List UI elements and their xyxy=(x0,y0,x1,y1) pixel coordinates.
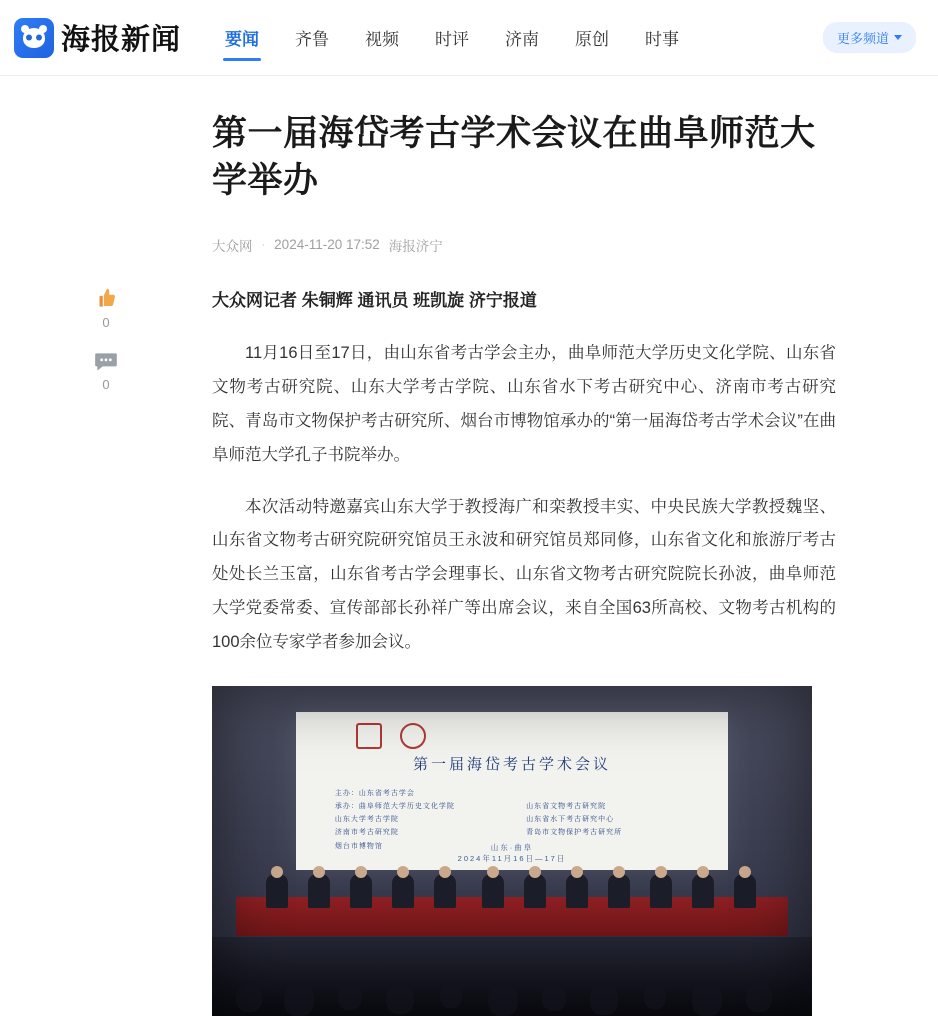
nav-item-label: 济南 xyxy=(505,30,540,49)
nav-item-shiping[interactable] xyxy=(433,0,471,75)
panda-logo-icon xyxy=(14,18,54,58)
like-button[interactable] xyxy=(93,285,119,329)
photo-support-cell: 山东省水下考古研究中心 xyxy=(526,816,615,824)
meta-separator: · xyxy=(261,238,266,251)
photo-support-cell: 山东大学考古学院 xyxy=(334,816,399,824)
site-logo[interactable] xyxy=(14,17,181,58)
article-source: 大众网 xyxy=(212,238,253,254)
page-body xyxy=(0,76,938,1016)
photo-support-label: 承办： xyxy=(334,802,359,810)
comment-bubble-icon xyxy=(93,351,119,373)
photo-vignette xyxy=(212,686,812,1016)
article-paragraph: 11月16日至17日，由山东省考古学会主办，曲阜师范大学历史文化学院、山东省文物考古研究院、山东大学考古学院、山东省水下考古研究中心、济南市考古研究院、青岛市文物保护考古研究所、烟台市博物馆承办的“第一届海岱考古学术会议”在曲阜师范大学孔子书院举办。 xyxy=(212,344,836,464)
photo-host-value: 山东省考古学会 xyxy=(358,789,415,797)
photo-footer-date: 2024年11月16日—17日 xyxy=(457,854,567,864)
nav-item-jinan[interactable] xyxy=(503,0,541,75)
article-meta xyxy=(212,235,836,255)
nav-item-shipin[interactable] xyxy=(363,0,401,75)
main-nav xyxy=(223,0,681,75)
nav-item-label: 齐鲁 xyxy=(295,30,330,49)
photo-support-cell: 济南市考古研究院 xyxy=(334,829,399,837)
comment-button[interactable] xyxy=(93,351,119,391)
photo-support-cell: 山东省文物考古研究院 xyxy=(526,802,607,810)
article-byline: 大众网记者 朱铜辉 通讯员 班凯旋 济宁报道 xyxy=(212,290,537,310)
photo-host-label: 主办： xyxy=(334,789,359,797)
comment-count: 0 xyxy=(102,377,110,392)
page-title: 第一届海岱考古学术会议在曲阜师范大学举办 xyxy=(212,114,816,201)
photo-support-cell: 曲阜师范大学历史文化学院 xyxy=(358,802,455,810)
photo-support-cell: 青岛市文物保护考古研究所 xyxy=(526,829,623,837)
more-channels-button[interactable] xyxy=(823,22,916,53)
action-rail xyxy=(0,110,212,1016)
nav-item-qilu[interactable] xyxy=(293,0,331,75)
article-photo xyxy=(212,686,812,1016)
article-column: 海报济宁 xyxy=(388,238,443,254)
photo-banner-title: 第一届海岱考古学术会议 xyxy=(412,755,611,774)
more-channels-label: 更多频道 xyxy=(836,31,889,46)
nav-item-yaowen[interactable] xyxy=(223,0,261,75)
nav-item-yuanchuang[interactable] xyxy=(573,0,611,75)
article-paragraph: 本次活动特邀嘉宾山东大学于教授海广和栾教授丰实、中央民族大学教授魏坚、山东省文物考古研究院研究馆员王永波和研究馆员郑同修，山东省文化和旅游厅考古处处长兰玉富，山东省考古学会理事长、山东省文物考古研究院院长孙波，曲阜师范大学党委常委、宣传部部长孙祥广等出席会议，来自全国63所高校、文物考古机构的100余位专家学者参加会议。 xyxy=(212,497,836,651)
like-count: 0 xyxy=(102,315,110,330)
article-datetime: 2024-11-20 17:52 xyxy=(274,237,380,252)
nav-item-label: 原创 xyxy=(575,30,610,49)
nav-item-label: 时事 xyxy=(645,30,680,49)
nav-item-shishi[interactable] xyxy=(643,0,681,75)
nav-item-label: 时评 xyxy=(435,30,470,49)
nav-item-label: 要闻 xyxy=(225,30,260,49)
photo-footer-line: 山东·曲阜 xyxy=(490,843,534,853)
site-header xyxy=(0,0,938,76)
article-body xyxy=(212,110,872,1016)
nav-item-label: 视频 xyxy=(365,30,400,49)
photo-support-cell: 烟台市博物馆 xyxy=(334,842,383,850)
site-logo-text: 海报新闻 xyxy=(61,24,182,56)
thumbs-up-icon xyxy=(93,285,119,311)
chevron-down-icon xyxy=(894,35,902,40)
